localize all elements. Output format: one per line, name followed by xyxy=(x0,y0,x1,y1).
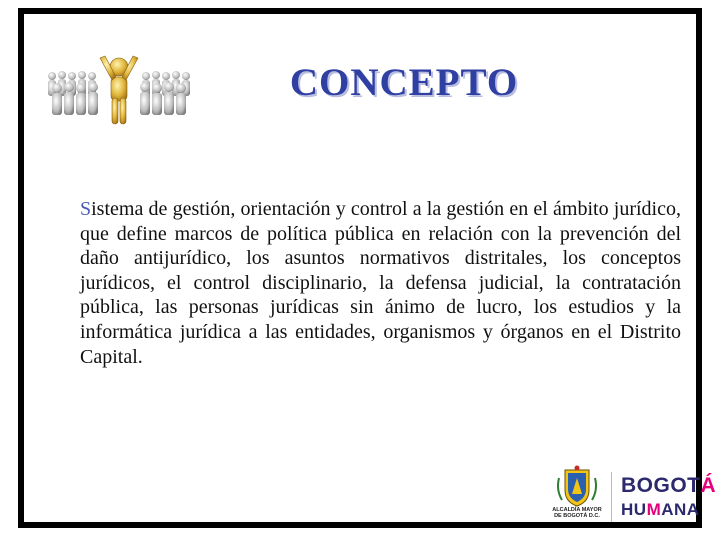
crowd-with-leader-icon xyxy=(44,50,194,128)
slide-title: CONCEPTO xyxy=(289,61,519,104)
bogota-coat-of-arms-icon xyxy=(548,464,606,530)
logo-divider xyxy=(611,472,612,522)
concept-definition-text xyxy=(80,197,681,369)
slide-frame xyxy=(18,8,717,528)
footer-logos xyxy=(548,464,717,534)
alcaldia-label: ALCALDÍA MAYOR DE BOGOTÁ D.C. xyxy=(552,507,602,520)
definition-body: istema de gestión, orientación y control a la gestión en el ámbito jurídico, que define marcos de política pública en relación con la prevención del daño antijurídico, los asuntos normativos distritales, los conceptos jurídicos, el control disciplinario, la defensa judicial, la contratación pública, las personas jurídicas sin ánimo de lucro, los estudios y la informática jurídica a las entidades, organismos y órganos en el Distrito Capital. xyxy=(80,198,681,368)
drop-letter: S xyxy=(80,198,92,220)
bogota-wordmark: BOGOTÁ xyxy=(621,474,717,497)
humana-wordmark: HUMANA xyxy=(621,500,700,519)
